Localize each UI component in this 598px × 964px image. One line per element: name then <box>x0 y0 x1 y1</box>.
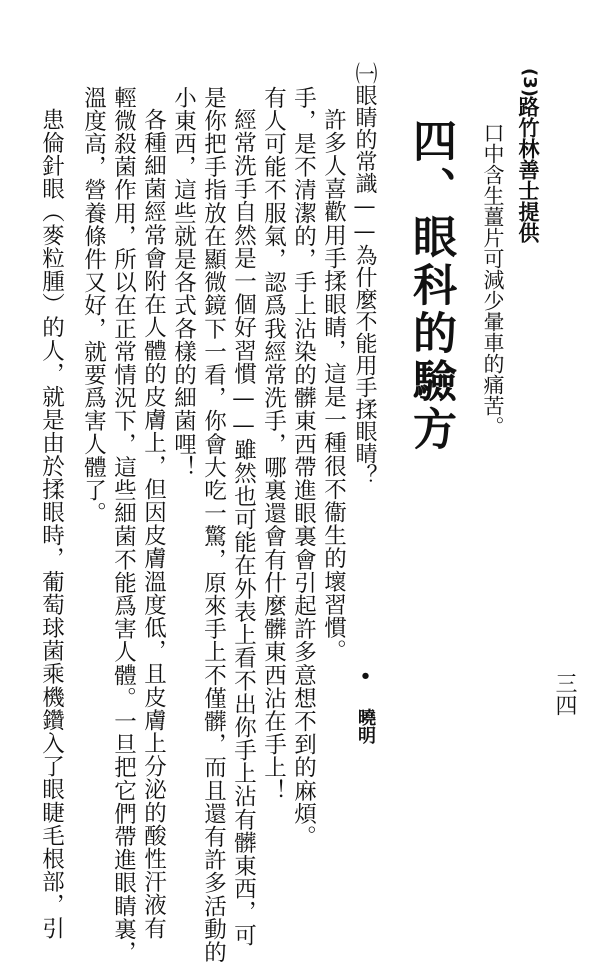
body-line: 有人可能不服氣，認爲我經常洗手，哪裏還會有什麼髒東西沾在手上！ <box>260 86 287 803</box>
prev-item-title: 路竹林善士提供 <box>516 96 541 243</box>
section-heading: ㈠眼睛的常識——為什麼不能用手揉眼睛？ <box>352 62 377 486</box>
body-line: 經常洗手自然是一個好習慣——雖然也可能在外表上看不出你手上沾有髒東西，可 <box>230 108 257 947</box>
prev-item-text: 口中含生薑片可減少暈車的痛苦。 <box>481 122 505 437</box>
body-line: 各種細菌經常會附在人體的皮膚上，但因皮膚溫度低，且皮膚上分泌的酸性汗液有 <box>140 108 167 940</box>
body-line: 手，是不清潔的，手上沾染的髒東西帶進眼裏會引起許多意想不到的麻煩。 <box>290 86 317 849</box>
body-line: 許多人喜歡用手揉眼睛，這是一種很不衞生的壞習慣。 <box>320 108 347 663</box>
body-line: 溫度高，營養條件又好，就要爲害人體了。 <box>80 86 107 525</box>
body-line: 患倫針眼（麥粒腫）的人，就是由於揉眼時，葡萄球菌乘機鑽入了眼睫毛根部，引 <box>38 108 65 940</box>
page-number: 三四 <box>552 672 577 716</box>
article-title: 四、眼科的驗方 <box>405 118 456 454</box>
prev-item-number: (3) <box>519 68 540 97</box>
article-author: • 曉明 <box>355 666 376 744</box>
body-line: 是你把手指放在顯微鏡下一看，你會大吃一驚，原來手上不僅髒，而且還有許多活動的 <box>200 86 227 964</box>
body-line: 小東西，這些就是各式各樣的細菌哩！ <box>170 86 197 479</box>
body-line: 輕微殺菌作用，所以在正常情況下，這些細菌不能爲害人體。一旦把它們帶進眼睛裏， <box>110 86 137 964</box>
